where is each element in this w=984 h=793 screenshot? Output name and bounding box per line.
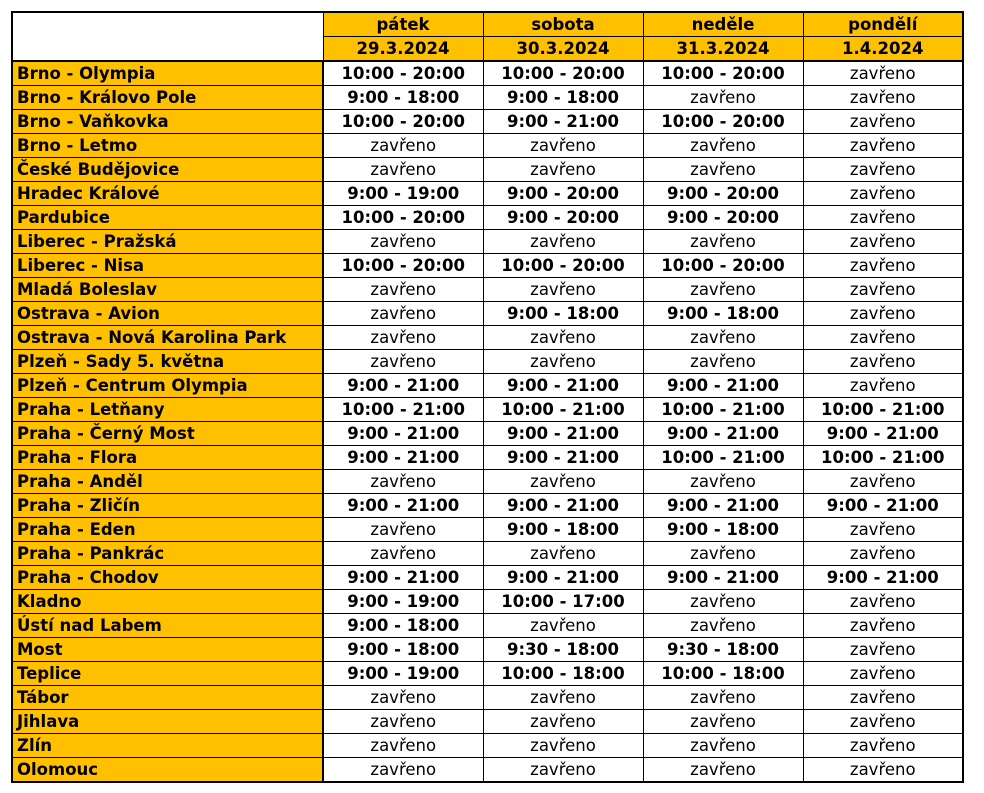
hours-cell: zavřeno: [483, 734, 643, 758]
hours-cell: 10:00 - 20:00: [483, 61, 643, 86]
hours-cell: 10:00 - 18:00: [483, 662, 643, 686]
hours-cell: zavřeno: [803, 374, 963, 398]
hours-cell: 10:00 - 21:00: [803, 446, 963, 470]
store-name: České Budějovice: [12, 158, 323, 182]
hours-cell: zavřeno: [643, 686, 803, 710]
hours-cell: zavřeno: [803, 638, 963, 662]
hours-cell: zavřeno: [803, 326, 963, 350]
hours-cell: 9:00 - 21:00: [643, 566, 803, 590]
hours-cell: 10:00 - 18:00: [643, 662, 803, 686]
hours-cell: zavřeno: [803, 686, 963, 710]
hours-cell: 9:00 - 21:00: [323, 566, 483, 590]
table-row: [12, 206, 963, 230]
store-name: Brno - Královo Pole: [12, 86, 323, 110]
store-name: Liberec - Nisa: [12, 254, 323, 278]
header-day-date: 1.4.2024: [803, 37, 963, 62]
table-row: [12, 566, 963, 590]
header-row-day-names: [12, 12, 963, 37]
hours-cell: zavřeno: [643, 158, 803, 182]
hours-cell: 9:00 - 18:00: [483, 86, 643, 110]
store-name: Plzeň - Centrum Olympia: [12, 374, 323, 398]
hours-cell: zavřeno: [803, 134, 963, 158]
hours-cell: 10:00 - 20:00: [643, 61, 803, 86]
hours-cell: zavřeno: [483, 470, 643, 494]
hours-cell: zavřeno: [643, 590, 803, 614]
store-name: Olomouc: [12, 758, 323, 783]
table-row: [12, 302, 963, 326]
table-row: [12, 182, 963, 206]
table-row: [12, 158, 963, 182]
hours-cell: 10:00 - 21:00: [643, 446, 803, 470]
hours-cell: zavřeno: [643, 326, 803, 350]
hours-cell: 10:00 - 20:00: [643, 254, 803, 278]
hours-cell: zavřeno: [803, 614, 963, 638]
hours-cell: zavřeno: [803, 182, 963, 206]
hours-cell: zavřeno: [643, 86, 803, 110]
hours-cell: zavřeno: [643, 710, 803, 734]
hours-cell: 9:00 - 19:00: [323, 662, 483, 686]
store-name: Tábor: [12, 686, 323, 710]
table-row: [12, 494, 963, 518]
hours-cell: zavřeno: [483, 758, 643, 783]
store-name: Brno - Olympia: [12, 61, 323, 86]
hours-cell: 9:00 - 18:00: [483, 302, 643, 326]
table-row: [12, 350, 963, 374]
hours-cell: zavřeno: [323, 518, 483, 542]
hours-cell: zavřeno: [643, 278, 803, 302]
table-row: [12, 61, 963, 86]
store-name: Praha - Zličín: [12, 494, 323, 518]
hours-cell: zavřeno: [803, 278, 963, 302]
hours-cell: 10:00 - 20:00: [323, 110, 483, 134]
opening-hours-table-wrapper: [11, 11, 964, 783]
store-name: Praha - Anděl: [12, 470, 323, 494]
hours-cell: 9:00 - 21:00: [643, 374, 803, 398]
store-name: Jihlava: [12, 710, 323, 734]
hours-cell: zavřeno: [323, 734, 483, 758]
hours-cell: 9:00 - 21:00: [803, 494, 963, 518]
hours-cell: zavřeno: [323, 542, 483, 566]
hours-cell: 9:00 - 20:00: [643, 206, 803, 230]
hours-cell: zavřeno: [643, 230, 803, 254]
hours-cell: 9:00 - 20:00: [483, 182, 643, 206]
hours-cell: 10:00 - 21:00: [323, 398, 483, 422]
table-row: [12, 110, 963, 134]
hours-cell: zavřeno: [323, 758, 483, 783]
header-day-name: neděle: [643, 12, 803, 37]
store-name: Praha - Eden: [12, 518, 323, 542]
hours-cell: zavřeno: [803, 86, 963, 110]
hours-cell: 10:00 - 21:00: [803, 398, 963, 422]
store-name: Kladno: [12, 590, 323, 614]
hours-cell: 9:00 - 21:00: [483, 566, 643, 590]
hours-cell: 9:30 - 18:00: [643, 638, 803, 662]
table-row: [12, 686, 963, 710]
hours-cell: zavřeno: [803, 302, 963, 326]
store-name: Most: [12, 638, 323, 662]
hours-cell: zavřeno: [803, 590, 963, 614]
hours-cell: 10:00 - 17:00: [483, 590, 643, 614]
hours-cell: zavřeno: [483, 686, 643, 710]
store-name: Praha - Pankrác: [12, 542, 323, 566]
table-row: [12, 758, 963, 783]
hours-cell: zavřeno: [643, 134, 803, 158]
store-name: Brno - Vaňkovka: [12, 110, 323, 134]
table-row: [12, 590, 963, 614]
table-row: [12, 422, 963, 446]
table-row: [12, 470, 963, 494]
hours-cell: zavřeno: [483, 158, 643, 182]
table-row: [12, 662, 963, 686]
header-corner-cell: [12, 12, 323, 61]
header-day-name: sobota: [483, 12, 643, 37]
header-day-date: 30.3.2024: [483, 37, 643, 62]
hours-cell: 9:00 - 19:00: [323, 590, 483, 614]
table-row: [12, 230, 963, 254]
table-row: [12, 254, 963, 278]
table-row: [12, 86, 963, 110]
hours-cell: 10:00 - 20:00: [483, 254, 643, 278]
hours-cell: zavřeno: [483, 278, 643, 302]
hours-cell: 9:00 - 19:00: [323, 182, 483, 206]
hours-cell: zavřeno: [323, 230, 483, 254]
hours-cell: zavřeno: [643, 542, 803, 566]
store-name: Pardubice: [12, 206, 323, 230]
store-name: Hradec Králové: [12, 182, 323, 206]
hours-cell: 9:00 - 21:00: [483, 494, 643, 518]
store-name: Praha - Flora: [12, 446, 323, 470]
hours-cell: zavřeno: [643, 758, 803, 783]
store-name: Ostrava - Avion: [12, 302, 323, 326]
store-name: Plzeň - Sady 5. května: [12, 350, 323, 374]
hours-cell: 10:00 - 21:00: [483, 398, 643, 422]
hours-cell: 10:00 - 20:00: [323, 61, 483, 86]
hours-cell: zavřeno: [323, 278, 483, 302]
table-row: [12, 614, 963, 638]
hours-cell: zavřeno: [803, 206, 963, 230]
hours-cell: 10:00 - 20:00: [643, 110, 803, 134]
hours-cell: zavřeno: [323, 350, 483, 374]
opening-hours-table: [11, 11, 964, 783]
hours-cell: zavřeno: [803, 230, 963, 254]
store-name: Praha - Chodov: [12, 566, 323, 590]
hours-cell: zavřeno: [323, 302, 483, 326]
hours-cell: 9:00 - 21:00: [483, 422, 643, 446]
hours-cell: zavřeno: [803, 350, 963, 374]
table-row: [12, 134, 963, 158]
hours-cell: zavřeno: [323, 158, 483, 182]
hours-cell: zavřeno: [323, 326, 483, 350]
hours-cell: 9:00 - 21:00: [483, 110, 643, 134]
hours-cell: zavřeno: [803, 254, 963, 278]
hours-cell: zavřeno: [483, 710, 643, 734]
hours-cell: 9:00 - 21:00: [323, 422, 483, 446]
table-row: [12, 398, 963, 422]
store-name: Ústí nad Labem: [12, 614, 323, 638]
hours-cell: zavřeno: [643, 734, 803, 758]
table-row: [12, 446, 963, 470]
hours-cell: 9:00 - 18:00: [323, 86, 483, 110]
store-name: Brno - Letmo: [12, 134, 323, 158]
hours-cell: zavřeno: [643, 350, 803, 374]
hours-cell: 9:30 - 18:00: [483, 638, 643, 662]
hours-cell: 9:00 - 18:00: [323, 614, 483, 638]
hours-cell: zavřeno: [803, 470, 963, 494]
table-row: [12, 710, 963, 734]
hours-cell: zavřeno: [803, 734, 963, 758]
hours-cell: zavřeno: [803, 710, 963, 734]
header-day-date: 31.3.2024: [643, 37, 803, 62]
hours-cell: zavřeno: [643, 470, 803, 494]
hours-cell: zavřeno: [483, 134, 643, 158]
header-day-name: pátek: [323, 12, 483, 37]
hours-cell: 10:00 - 20:00: [323, 254, 483, 278]
store-name: Praha - Černý Most: [12, 422, 323, 446]
table-row: [12, 518, 963, 542]
store-name: Liberec - Pražská: [12, 230, 323, 254]
store-name: Ostrava - Nová Karolina Park: [12, 326, 323, 350]
hours-cell: zavřeno: [643, 614, 803, 638]
hours-cell: 9:00 - 21:00: [643, 494, 803, 518]
hours-cell: 9:00 - 18:00: [323, 638, 483, 662]
hours-cell: zavřeno: [803, 110, 963, 134]
hours-cell: 9:00 - 21:00: [483, 374, 643, 398]
hours-cell: zavřeno: [803, 758, 963, 783]
hours-cell: zavřeno: [323, 134, 483, 158]
table-row: [12, 326, 963, 350]
hours-cell: 9:00 - 21:00: [323, 446, 483, 470]
hours-cell: zavřeno: [483, 542, 643, 566]
store-name: Teplice: [12, 662, 323, 686]
hours-cell: zavřeno: [803, 542, 963, 566]
hours-cell: 9:00 - 21:00: [483, 446, 643, 470]
hours-cell: zavřeno: [323, 686, 483, 710]
hours-cell: zavřeno: [483, 230, 643, 254]
hours-cell: 9:00 - 18:00: [643, 302, 803, 326]
store-rows: [12, 61, 963, 782]
header-day-date: 29.3.2024: [323, 37, 483, 62]
hours-cell: 9:00 - 21:00: [323, 494, 483, 518]
hours-cell: zavřeno: [803, 158, 963, 182]
hours-cell: 9:00 - 21:00: [643, 422, 803, 446]
hours-cell: zavřeno: [803, 662, 963, 686]
hours-cell: 9:00 - 21:00: [803, 422, 963, 446]
hours-cell: zavřeno: [483, 350, 643, 374]
hours-cell: 9:00 - 20:00: [643, 182, 803, 206]
hours-cell: 9:00 - 18:00: [643, 518, 803, 542]
hours-cell: 10:00 - 21:00: [643, 398, 803, 422]
hours-cell: 9:00 - 21:00: [323, 374, 483, 398]
hours-cell: zavřeno: [483, 614, 643, 638]
hours-cell: zavřeno: [803, 61, 963, 86]
table-row: [12, 278, 963, 302]
hours-cell: zavřeno: [323, 710, 483, 734]
hours-cell: 9:00 - 20:00: [483, 206, 643, 230]
table-row: [12, 638, 963, 662]
hours-cell: zavřeno: [323, 470, 483, 494]
table-row: [12, 734, 963, 758]
table-row: [12, 374, 963, 398]
store-name: Praha - Letňany: [12, 398, 323, 422]
hours-cell: zavřeno: [803, 518, 963, 542]
header-day-name: pondělí: [803, 12, 963, 37]
store-name: Zlín: [12, 734, 323, 758]
hours-cell: 9:00 - 18:00: [483, 518, 643, 542]
hours-cell: 9:00 - 21:00: [803, 566, 963, 590]
store-name: Mladá Boleslav: [12, 278, 323, 302]
table-row: [12, 542, 963, 566]
hours-cell: zavřeno: [483, 326, 643, 350]
hours-cell: 10:00 - 20:00: [323, 206, 483, 230]
